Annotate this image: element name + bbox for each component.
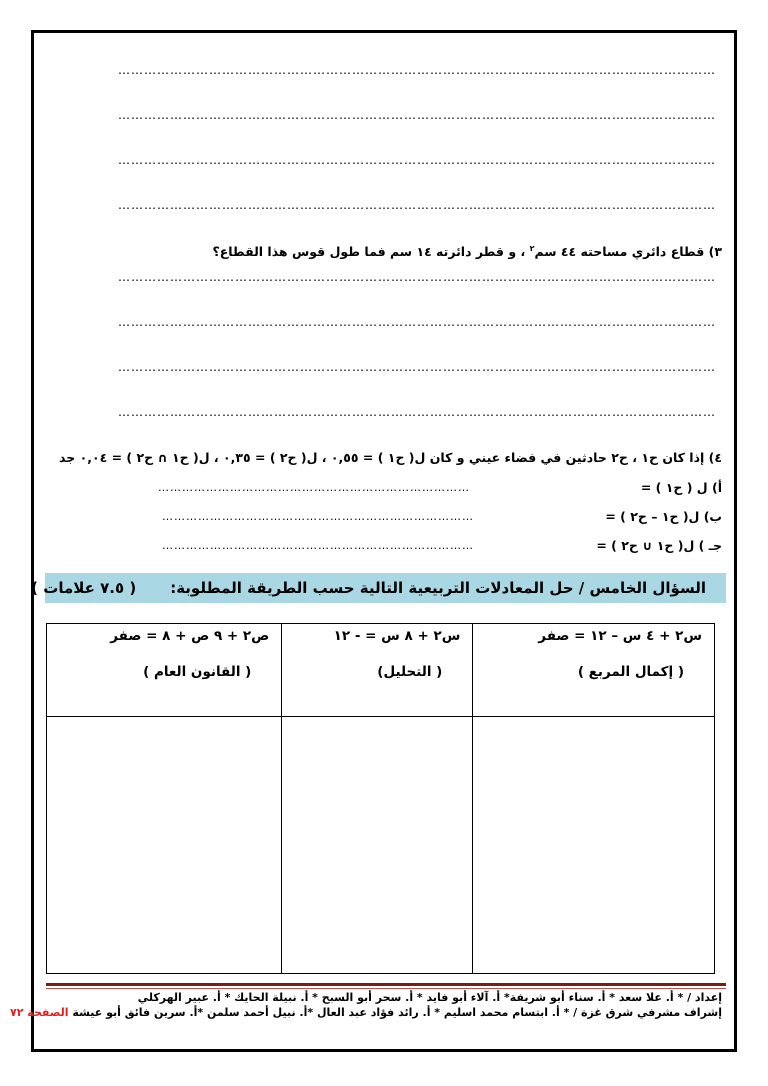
answer-line: …………………………………………………………………… xyxy=(158,482,470,494)
section-5-title: السؤال الخامس / حل المعادلات التربيعية التالية حسب الطريقة المطلوبة: xyxy=(170,579,706,597)
footer-rule xyxy=(46,988,726,989)
answer-line: ………………………………………………………………………………………………………………………… xyxy=(118,360,716,374)
answer-line: ………………………………………………………………………………………………………………………… xyxy=(118,198,716,212)
answer-line: ………………………………………………………………………………………………………………………… xyxy=(118,315,716,329)
page-number: الصفحة ٧٢ xyxy=(10,1006,69,1019)
answer-line: …………………………………………………………………… xyxy=(162,540,474,552)
equation-cell xyxy=(47,624,282,717)
answer-area[interactable] xyxy=(47,717,282,974)
question-3-exponent: ٢ xyxy=(529,244,535,253)
method-label: ( القانون العام ) xyxy=(143,664,252,680)
method-label: ( إكمال المربع ) xyxy=(577,664,684,680)
section-5-header xyxy=(31,573,726,603)
method-label: ( التحليل) xyxy=(377,664,443,680)
supervisors: إشراف مشرفي شرق غزة / * أ. ابتسام محمد اسليم * أ. رائد فؤاد عبد العال *أ. نبيل أحمد سلمن *أ. سرين فائق أبو عيشة xyxy=(72,1006,722,1019)
answer-area[interactable] xyxy=(282,717,473,974)
answer-line: ………………………………………………………………………………………………………………………… xyxy=(118,405,716,419)
answer-line: ………………………………………………………………………………………………………………………… xyxy=(118,63,716,77)
question-4: ٤) إذا كان ح١ ، ح٢ حادثين في فضاء عيني و كان ل( ح١ ) = ٠,٥٥ ، ل( ح٢ ) = ٠,٣٥ ، ل( ح١ ∩ ح٢ ) = ٠,٠٤ جد xyxy=(58,450,722,465)
answer-area[interactable] xyxy=(473,717,715,974)
equation-cell xyxy=(473,624,715,717)
equation: س٢ + ٨ س = - ١٢ xyxy=(333,628,461,644)
question-4a: أ) ل ( ح١ ) = xyxy=(640,480,722,495)
equation-cell xyxy=(282,624,473,717)
question-3 xyxy=(212,241,722,260)
answer-line: ………………………………………………………………………………………………………………………… xyxy=(118,108,716,122)
question-4b: ب) ل( ح١ – ح٢ ) = xyxy=(605,509,722,524)
footer-rule xyxy=(46,983,726,986)
answer-line: …………………………………………………………………… xyxy=(162,511,474,523)
equations-table xyxy=(46,623,715,974)
answer-line: ………………………………………………………………………………………………………………………… xyxy=(118,153,716,167)
equation: ص٢ + ٩ ص + ٨ = صفر xyxy=(110,628,270,644)
section-5-marks: ( ٧.٥ علامات ) xyxy=(31,579,137,597)
equation: س٢ + ٤ س – ١٢ = صفر xyxy=(538,628,702,644)
question-4c: جـ ) ل( ح١ ∪ ح٢ ) = xyxy=(596,538,722,553)
answer-line: ………………………………………………………………………………………………………………………… xyxy=(118,270,716,284)
supervised-by xyxy=(10,1006,722,1020)
question-3-rest: ، و قطر دائرته ١٤ سم فما طول قوس هذا القطاع؟ xyxy=(212,244,530,260)
prepared-by: إعداد / * أ. علا سعد * أ. سناء أبو شريفة* أ. آلاء أبو فايد * أ. سحر أبو السبح * أ. نبيلة الحايك * أ. عبير الهركلي xyxy=(137,991,722,1004)
question-3-text: ٣) قطاع دائري مساحته ٤٤ سم xyxy=(534,244,722,260)
